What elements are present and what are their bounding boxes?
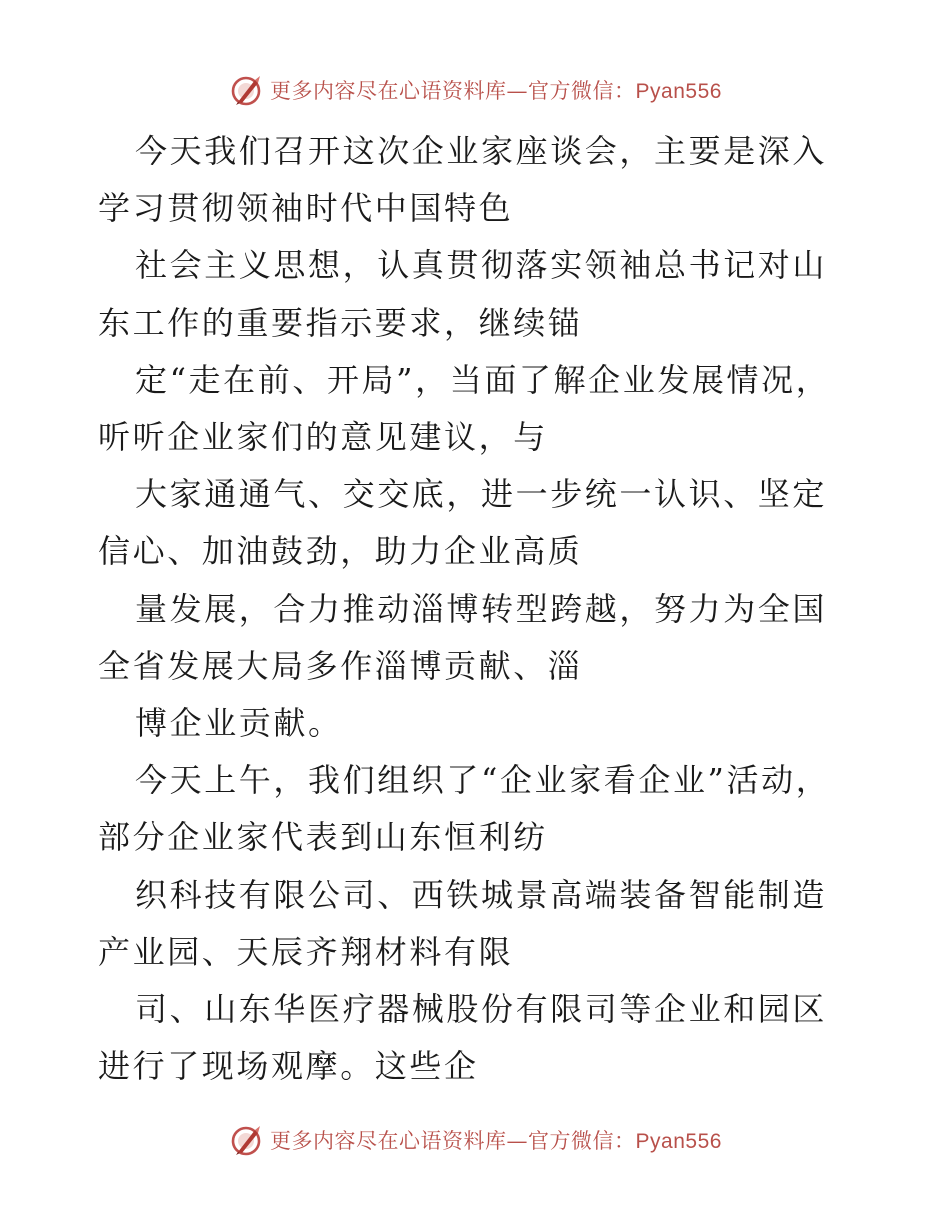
paragraph-4 bbox=[98, 466, 854, 580]
watermark-handle: Pyan556 bbox=[635, 1130, 722, 1153]
paragraph-7 bbox=[98, 752, 854, 866]
paragraph-5 bbox=[98, 581, 854, 695]
watermark-header bbox=[0, 70, 950, 110]
paragraph-2-line-1: 社会主义思想，认真贯彻落实领袖总书记对山东 bbox=[98, 246, 828, 342]
paragraph-7-line-1: 今天上午，我们组织了“企业家看企业”活动， bbox=[135, 761, 831, 800]
paragraph-1-line-2: 习贯彻领袖时代中国特色 bbox=[132, 189, 514, 228]
paragraph-6 bbox=[98, 695, 854, 752]
paragraph-3 bbox=[98, 352, 854, 466]
watermark-footer bbox=[0, 1120, 950, 1160]
document-body bbox=[98, 123, 854, 1095]
paragraph-4-line-1: 大家通通气、交交底，进一步统一认识、坚定信 bbox=[98, 475, 828, 571]
paragraph-8 bbox=[98, 867, 854, 981]
paragraph-4-line-2: 心、加油鼓劲，助力企业高质 bbox=[132, 532, 583, 571]
paragraph-8-line-1: 织科技有限公司、西铁城景高端装备智能制造产业 bbox=[98, 875, 828, 971]
paragraph-2-line-2: 工作的重要指示要求，继续锚 bbox=[132, 303, 583, 342]
paragraph-2 bbox=[98, 237, 854, 351]
watermark-text: 更多内容尽在心语资料库—官方微信： bbox=[270, 1129, 636, 1153]
paragraph-6-line-1: 博企业贡献。 bbox=[135, 704, 343, 743]
quill-pen-logo-icon bbox=[228, 1122, 264, 1158]
paragraph-3-line-2: 听听企业家们的意见建议，与 bbox=[98, 418, 548, 457]
paragraph-9-line-2: 行了现场观摩。这些企 bbox=[132, 1047, 479, 1086]
watermark-label bbox=[270, 75, 722, 105]
watermark-handle: Pyan556 bbox=[635, 80, 722, 103]
paragraph-1 bbox=[98, 123, 854, 237]
paragraph-5-line-1: 量发展，合力推动淄博转型跨越，努力为全国全 bbox=[98, 589, 828, 685]
paragraph-9-line-1: 司、山东华医疗器械股份有限司等企业和园区进 bbox=[98, 990, 828, 1086]
watermark-text: 更多内容尽在心语资料库—官方微信： bbox=[270, 79, 636, 103]
paragraph-3-line-1: 定“走在前、开局”，当面了解企业发展情况， bbox=[135, 360, 831, 399]
paragraph-9 bbox=[98, 981, 854, 1095]
paragraph-5-line-2: 省发展大局多作淄博贡献、淄 bbox=[132, 646, 583, 685]
watermark-label bbox=[270, 1125, 722, 1155]
paragraph-7-line-2: 部分企业家代表到山东恒利纺 bbox=[98, 818, 548, 857]
quill-pen-logo-icon bbox=[228, 72, 264, 108]
paragraph-1-line-1: 今天我们召开这次企业家座谈会，主要是深入学 bbox=[98, 132, 828, 228]
paragraph-8-line-2: 园、天辰齐翔材料有限 bbox=[167, 932, 514, 971]
